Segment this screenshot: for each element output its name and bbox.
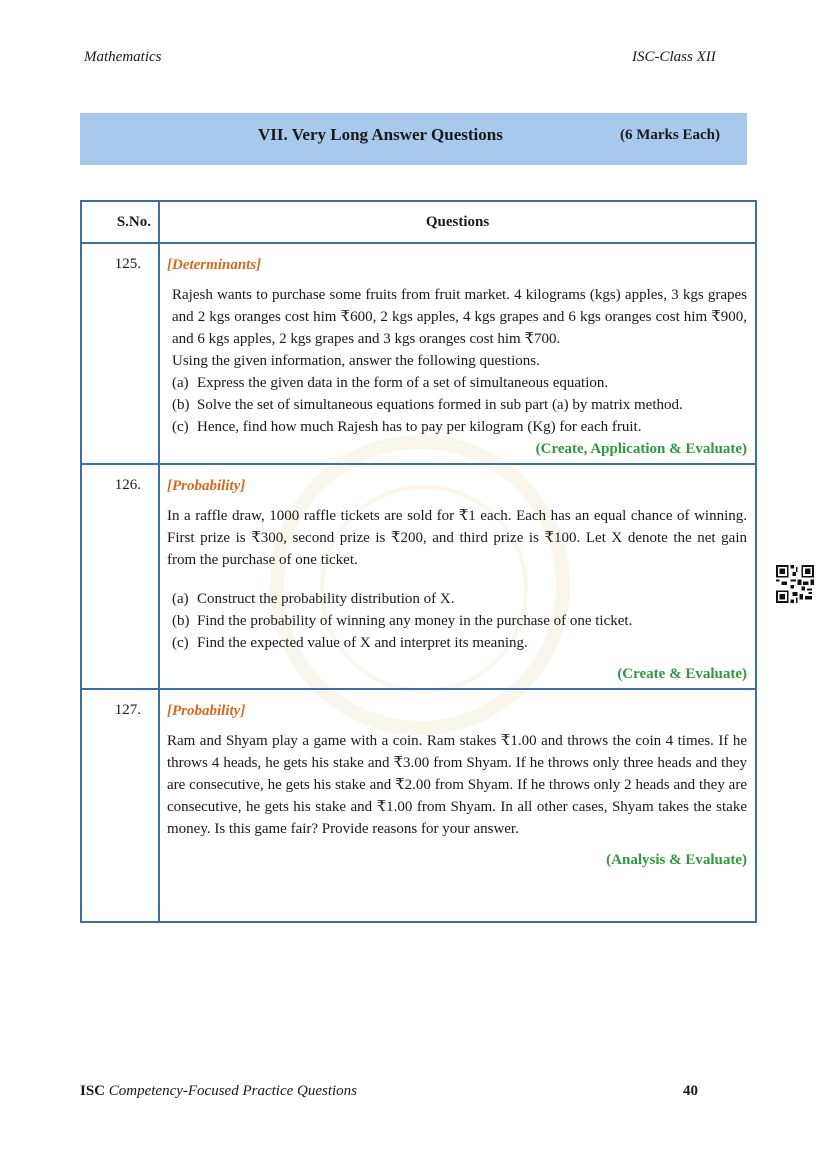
sub-question (167, 588, 747, 610)
question-topic: [Probability] (167, 478, 246, 494)
sub-question-label: (b) (172, 397, 190, 413)
question-number: 126. (81, 464, 159, 689)
competency-level: (Analysis & Evaluate) (606, 852, 747, 868)
competency-level: (Create & Evaluate) (617, 666, 747, 682)
question-topic: [Probability] (167, 703, 246, 719)
question-row-127 (81, 689, 756, 922)
question-intro: In a raffle draw, 1000 raffle tickets are sold for ₹1 each. Each has an equal chance of winning. First prize is ₹300, second prize is ₹200, and third prize is ₹100. Let X denote the net gain from the purchase of one ticket. (167, 508, 747, 568)
sub-question-text: Find the expected value of X and interpret its meaning. (197, 635, 528, 651)
sub-question-label: (a) (172, 591, 189, 607)
sub-question-text: Express the given data in the form of a set of simultaneous equation. (197, 375, 609, 391)
header-subject: Mathematics (84, 49, 162, 65)
footer-title-text: Competency-Focused Practice Questions (108, 1083, 358, 1099)
question-lead: Using the given information, answer the following questions. (172, 353, 540, 369)
question-intro: Ram and Shyam play a game with a coin. Ram stakes ₹1.00 and throws the coin 4 times. If he throws 4 heads, he gets his stake and ₹3.00 from Shyam. If he throws only three heads and they are consecutive, he gets his stake and ₹2.00 from Shyam. If he throws only 2 heads and they are consecutive, he gets his stake and ₹1.00 from Shyam. In all other cases, Shyam takes the stake money. Is this game fair? Provide reasons for your answer. (167, 733, 747, 837)
sub-question-label: (a) (172, 375, 189, 391)
sub-question-text: Construct the probability distribution of X. (197, 591, 455, 607)
sub-question (167, 632, 747, 654)
sub-question-text: Solve the set of simultaneous equations formed in sub part (a) by matrix method. (197, 397, 683, 413)
sub-question (167, 610, 747, 632)
qr-code-icon (776, 565, 814, 603)
question-number: 125. (81, 243, 159, 464)
footer-org: ISC (80, 1083, 106, 1099)
question-row-125 (81, 243, 756, 464)
sub-question-label: (c) (172, 635, 189, 651)
table-header-row (81, 201, 756, 243)
sub-question (167, 394, 747, 416)
questions-table (80, 200, 757, 923)
question-row-126 (81, 464, 756, 689)
header-sno: S.No. (81, 201, 159, 243)
sub-question-text: Hence, find how much Rajesh has to pay per kilogram (Kg) for each fruit. (197, 419, 642, 435)
question-number: 127. (81, 689, 159, 922)
question-intro: Rajesh wants to purchase some fruits from fruit market. 4 kilograms (kgs) apples, 3 kgs grapes and 2 kgs oranges cost him ₹600, 2 kgs apples, 4 kgs grapes and 6 kgs oranges cost him ₹900, and 6 kgs apples, 2 kgs grapes and 3 kgs oranges cost him ₹700. (172, 287, 747, 347)
page-number: 40 (683, 1083, 698, 1099)
header-class: ISC-Class XII (632, 49, 716, 65)
question-cell (159, 689, 756, 922)
section-marks: (6 Marks Each) (620, 127, 720, 143)
competency-level: (Create, Application & Evaluate) (535, 441, 747, 457)
question-cell (159, 243, 756, 464)
section-title: VII. Very Long Answer Questions (258, 125, 503, 144)
sub-question (167, 372, 747, 394)
question-cell (159, 464, 756, 689)
spacer (167, 571, 747, 588)
sub-question (167, 416, 747, 438)
header-questions: Questions (159, 201, 756, 243)
sub-question-text: Find the probability of winning any money in the purchase of one ticket. (197, 613, 633, 629)
sub-question-label: (c) (172, 419, 189, 435)
footer-title (80, 1083, 357, 1100)
section-banner (80, 113, 747, 165)
question-topic: [Determinants] (167, 257, 262, 273)
sub-question-label: (b) (172, 613, 190, 629)
